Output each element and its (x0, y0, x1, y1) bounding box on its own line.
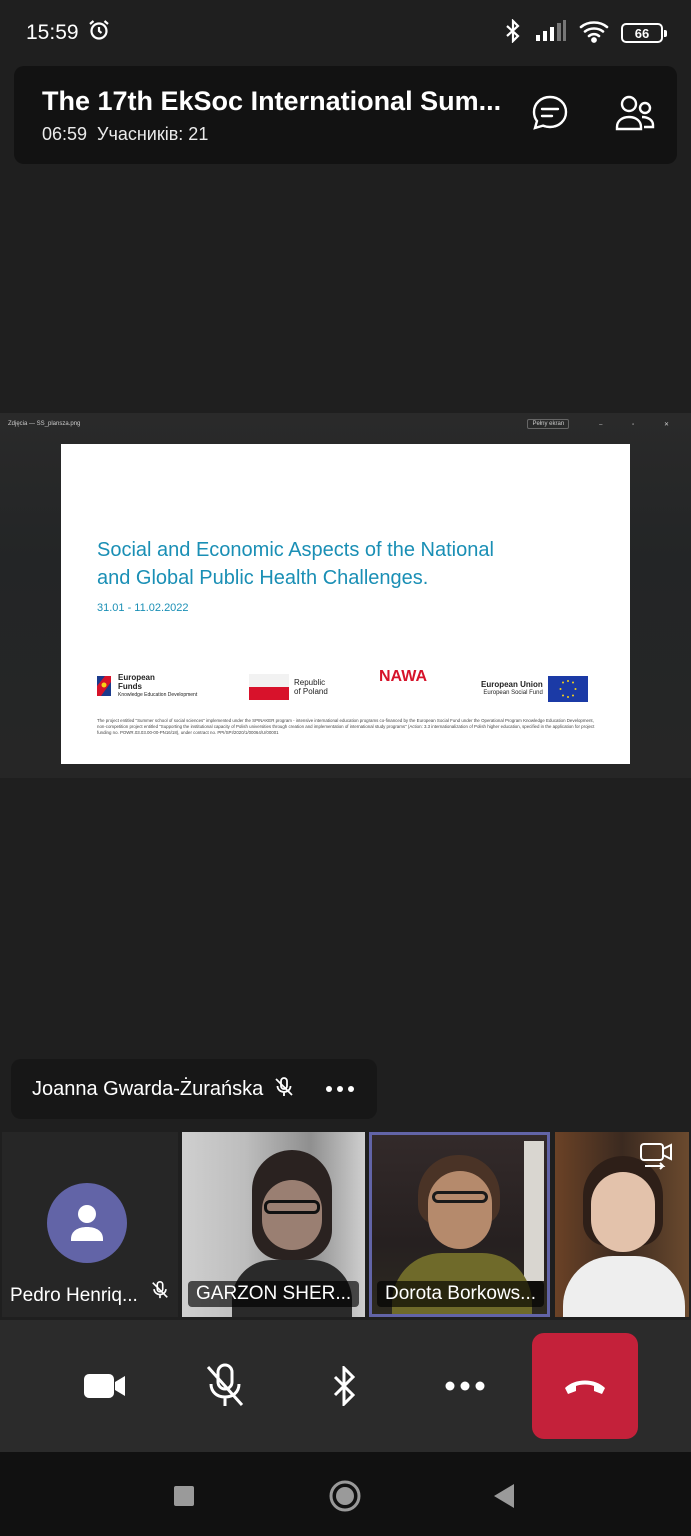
mic-off-icon (203, 1362, 247, 1410)
system-nav-bar (0, 1452, 691, 1536)
meeting-title[interactable]: The 17th EkSoc International Sum... (42, 86, 502, 116)
audio-device-button[interactable] (295, 1342, 395, 1430)
participant-tile-self[interactable] (555, 1132, 689, 1317)
switch-camera-icon (639, 1138, 675, 1172)
mute-button[interactable] (175, 1342, 275, 1430)
meeting-info (42, 124, 208, 145)
end-call-button[interactable] (532, 1333, 638, 1439)
person-icon (67, 1201, 107, 1245)
alarm-icon (87, 18, 111, 48)
bluetooth-icon (503, 19, 523, 48)
chat-button[interactable] (527, 92, 573, 138)
home-icon (328, 1479, 362, 1513)
slide-date: 31.01 - 11.02.2022 (97, 602, 189, 614)
signal-icon (535, 20, 567, 47)
more-options-button[interactable] (415, 1342, 515, 1430)
participant-tile[interactable] (2, 1132, 178, 1317)
avatar (47, 1183, 127, 1263)
more-icon (325, 1085, 355, 1093)
logo-nawa (379, 668, 427, 685)
logo-european-union (481, 676, 588, 702)
participant-name: Dorota Borkows... (377, 1281, 544, 1307)
logo-republic-of-poland (249, 674, 328, 700)
slide-title (97, 536, 567, 592)
participant-name: Pedro Henriq... (10, 1285, 138, 1306)
meeting-header (14, 66, 677, 164)
participant-count: Учасників: 21 (97, 124, 209, 144)
status-bar (0, 0, 691, 66)
slide-title-line1: Social and Economic Aspects of the National (97, 539, 494, 561)
mic-off-icon (273, 1076, 295, 1103)
back-button[interactable] (486, 1478, 522, 1514)
logo-eu-funds-line2: Funds (118, 681, 142, 691)
sponsor-logos (95, 670, 599, 704)
eu-flag-icon (548, 676, 588, 702)
battery-indicator (621, 23, 663, 43)
participant-tile-active[interactable] (369, 1132, 550, 1317)
polish-flag-icon (249, 674, 289, 700)
mic-off-icon (150, 1280, 170, 1305)
shared-window-title: Zdjęcia — SS_plansza.png (8, 421, 81, 427)
logo-eu-line2: European Social Fund (483, 690, 543, 696)
european-funds-icon (95, 672, 113, 700)
logo-poland-line2: of Poland (294, 687, 328, 696)
call-controls (0, 1320, 691, 1452)
status-right (503, 19, 663, 48)
clock: 15:59 (26, 21, 79, 44)
logo-nawa-text: NAWA (379, 668, 427, 685)
slide-funding-note: The project entitled "Summer school of social sciences" implemented under the SPINAKER program - intensive international education programs co-financed by the European Social Fund under the Operational Program Knowledge Education Development, non-competition project entitled "Supporting the institutional capacity of Polish universities through creation and implementation of international study programs" (Action: 3.3 internationalization of Polish higher education, specified in the application for project funding no. POWR.03.03.00-00-PN16/18), under contract no. PPI/SPI/2020/1/00064/U/00001 (97, 718, 595, 735)
status-left (26, 18, 111, 48)
shared-screen (0, 413, 691, 778)
meeting-duration: 06:59 (42, 124, 88, 144)
logo-poland-line1: Republic (294, 678, 326, 687)
logo-eu-line1: European Union (481, 680, 543, 689)
active-speaker-pill[interactable] (11, 1059, 377, 1119)
participant-name: GARZON SHER... (188, 1281, 359, 1307)
camera-button[interactable] (55, 1342, 155, 1430)
slide-title-line2: and Global Public Health Challenges. (97, 567, 429, 589)
window-controls: – ▫ ✕ (599, 421, 683, 428)
fullscreen-label: Pełny ekran (527, 419, 569, 429)
participants-button[interactable] (612, 92, 658, 138)
logo-european-funds (95, 672, 197, 700)
battery-level: 66 (634, 25, 650, 41)
speaker-name: Joanna Gwarda-Żurańska (32, 1077, 264, 1100)
recents-icon (173, 1485, 195, 1507)
logo-eu-funds-line3: Knowledge Education Development (118, 691, 198, 698)
home-button[interactable] (327, 1478, 363, 1514)
presentation-slide (61, 444, 630, 764)
end-call-icon (562, 1376, 608, 1396)
participant-tile[interactable] (182, 1132, 365, 1317)
recents-button[interactable] (166, 1478, 202, 1514)
bluetooth-audio-icon (332, 1366, 358, 1406)
wifi-icon (579, 19, 609, 48)
camera-icon (83, 1371, 127, 1401)
participants-icon (614, 93, 656, 138)
speaker-more-button[interactable] (325, 1080, 355, 1098)
back-icon (492, 1483, 516, 1509)
chat-icon (530, 93, 570, 138)
shared-window-titlebar (0, 413, 691, 435)
switch-camera-button[interactable] (639, 1138, 675, 1177)
logo-eu-funds-line1: European (118, 672, 155, 682)
more-icon (445, 1381, 485, 1391)
